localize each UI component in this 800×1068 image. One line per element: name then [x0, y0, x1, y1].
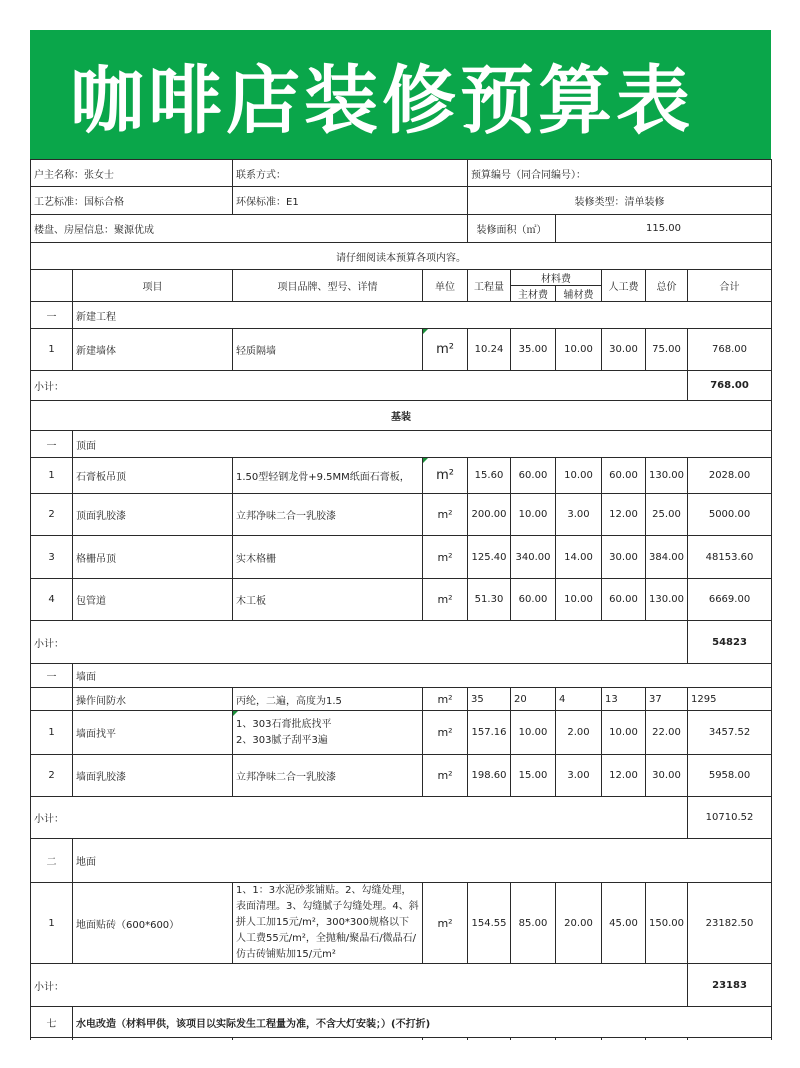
section-row [31, 302, 772, 329]
area-label-cell: 装修面积（㎡） [468, 215, 556, 243]
row-price: 130.00 [646, 458, 688, 494]
header-row-1 [31, 270, 772, 286]
row-unit: m² [423, 688, 468, 711]
row-labor: 12.00 [602, 494, 646, 536]
subtotal-value: 10710.52 [688, 797, 772, 839]
row-qty: 51.30 [468, 579, 511, 621]
row-detail-line: 2、303腻子刮平3遍 [236, 734, 328, 746]
row-main: 85.00 [511, 883, 556, 964]
table-row [31, 883, 772, 964]
row-price: 150.00 [646, 883, 688, 964]
header-total-price: 总价 [646, 270, 688, 302]
row-labor: 10.00 [602, 711, 646, 755]
row-main: 15.00 [511, 755, 556, 797]
header-sum: 合计 [688, 270, 772, 302]
row-unit: m² [423, 711, 468, 755]
header-aux: 辅材费 [556, 286, 602, 302]
header-unit: 单位 [423, 270, 468, 302]
row-price: 384.00 [646, 536, 688, 579]
row-qty: 35 [468, 688, 511, 711]
budget-table [30, 159, 772, 1068]
section-no: 二 [31, 839, 73, 883]
row-labor: 13 [602, 688, 646, 711]
row-total: 2028.00 [688, 458, 772, 494]
row-labor: 60.00 [602, 458, 646, 494]
row-price: 130.00 [646, 579, 688, 621]
section-row [31, 1007, 772, 1038]
row-no: 1 [31, 883, 73, 964]
subtotal-row [31, 371, 772, 401]
header-material: 材料费 [511, 270, 602, 286]
title-banner [30, 30, 771, 159]
table-row [31, 579, 772, 621]
notice-row [31, 243, 772, 270]
row-main: 10.00 [511, 711, 556, 755]
row-total: 768.00 [688, 329, 772, 371]
subtotal-row [31, 621, 772, 664]
row-price: 37 [646, 688, 688, 711]
table-row [31, 458, 772, 494]
row-qty: 10.24 [468, 329, 511, 371]
row-unit: m² [423, 536, 468, 579]
section-row [31, 664, 772, 688]
row-qty: 157.16 [468, 711, 511, 755]
owner-cell: 户主名称：张女士 [31, 160, 233, 187]
section-name: 地面 [73, 839, 772, 883]
row-aux: 20.00 [556, 883, 602, 964]
row-labor: 30.00 [602, 536, 646, 579]
row-name: 格栅吊顶 [73, 536, 233, 579]
row-main: 60.00 [511, 458, 556, 494]
row-qty: 198.60 [468, 755, 511, 797]
row-qty: 125.40 [468, 536, 511, 579]
row-name: 顶面乳胶漆 [73, 494, 233, 536]
row-detail: 轻质隔墙 [233, 329, 423, 371]
row-price: 30.00 [646, 755, 688, 797]
row-name: 墙面找平 [73, 711, 233, 755]
row-aux: 10.00 [556, 579, 602, 621]
info-row-1 [31, 160, 772, 187]
page-title: 咖啡店装修预算表 [70, 57, 694, 144]
table-row [31, 536, 772, 579]
row-detail: 1、1：3水泥砂浆铺贴。2、勾缝处理，表面清理。3、勾缝腻子勾缝处理。4、斜拼人工加15元/m²，300*300规格以下人工费55元/m²，全抛釉/聚晶石/微晶石/仿古砖铺贴加15/元m² [233, 883, 423, 964]
section-no: 一 [31, 302, 73, 329]
building-cell: 楼盘、房屋信息：聚源优成 [31, 215, 468, 243]
row-no: 4 [31, 579, 73, 621]
table-row [31, 711, 772, 755]
section-name: 新建工程 [73, 302, 772, 329]
section-name: 水电改造（材料甲供，该项目以实际发生工程量为准，不含大灯安装；）(不打折) [73, 1007, 772, 1038]
row-no [31, 688, 73, 711]
subtotal-row [31, 797, 772, 839]
row-main: 35.00 [511, 329, 556, 371]
row-aux: 14.00 [556, 536, 602, 579]
contact-cell: 联系方式： [233, 160, 468, 187]
row-detail: 立邦净味二合一乳胶漆 [233, 755, 423, 797]
header-main: 主材费 [511, 286, 556, 302]
row-unit: m² [423, 579, 468, 621]
row-name: 操作间防水 [73, 688, 233, 711]
row-detail: 1.50型轻钢龙骨+9.5MM纸面石膏板， [233, 458, 423, 494]
section-no: 七 [31, 1007, 73, 1038]
subtotal-row [31, 964, 772, 1007]
row-aux: 2.00 [556, 711, 602, 755]
row-name: 墙面乳胶漆 [73, 755, 233, 797]
budget-no-cell: 预算编号（同合同编号）： [468, 160, 772, 187]
subtotal-label: 小计： [31, 371, 688, 401]
row-unit: m² [423, 755, 468, 797]
row-qty: 15.60 [468, 458, 511, 494]
row-detail: 立邦净味二合一乳胶漆 [233, 494, 423, 536]
row-main: 10.00 [511, 494, 556, 536]
row-main: 20 [511, 688, 556, 711]
row-no: 2 [31, 494, 73, 536]
row-unit: m² [423, 883, 468, 964]
row-no: 2 [31, 755, 73, 797]
row-aux: 3.00 [556, 494, 602, 536]
row-total: 6669.00 [688, 579, 772, 621]
row-no: 1 [31, 329, 73, 371]
header-labor: 人工费 [602, 270, 646, 302]
notice-cell: 请仔细阅读本预算各项内容。 [31, 243, 772, 270]
table-row [31, 688, 772, 711]
subtotal-label: 小计： [31, 621, 688, 664]
row-price: 22.00 [646, 711, 688, 755]
env-cell: 环保标准：E1 [233, 187, 468, 215]
header-item: 项目 [73, 270, 233, 302]
area-value-cell: 115.00 [556, 215, 772, 243]
row-price: 25.00 [646, 494, 688, 536]
row-name: 包管道 [73, 579, 233, 621]
header-qty: 工程量 [468, 270, 511, 302]
row-name: 石膏板吊顶 [73, 458, 233, 494]
info-row-3 [31, 215, 772, 243]
row-detail-line: 1、303石膏批底找平 [236, 718, 332, 730]
row-total: 1295 [688, 688, 772, 711]
row-qty: 154.55 [468, 883, 511, 964]
row-total: 3457.52 [688, 711, 772, 755]
row-aux: 10.00 [556, 458, 602, 494]
section-name: 顶面 [73, 431, 772, 458]
header-brand: 项目品牌、型号、详情 [233, 270, 423, 302]
row-no: 3 [31, 536, 73, 579]
row-total: 5958.00 [688, 755, 772, 797]
section-name: 墙面 [73, 664, 772, 688]
row-detail: 丙纶，二遍，高度为1.5 [233, 688, 423, 711]
subtotal-label: 小计： [31, 964, 688, 1007]
subtotal-value: 23183 [688, 964, 772, 1007]
row-name: 地面贴砖（600*600） [73, 883, 233, 964]
row-detail: 木工板 [233, 579, 423, 621]
craft-cell: 工艺标准：国标合格 [31, 187, 233, 215]
type-cell: 装修类型：清单装修 [468, 187, 772, 215]
row-labor: 12.00 [602, 755, 646, 797]
row-total: 23182.50 [688, 883, 772, 964]
row-price: 75.00 [646, 329, 688, 371]
row-no: 1 [31, 711, 73, 755]
row-aux: 4 [556, 688, 602, 711]
row-unit: m² [423, 494, 468, 536]
row-total: 5000.00 [688, 494, 772, 536]
row-labor: 45.00 [602, 883, 646, 964]
row-main: 340.00 [511, 536, 556, 579]
row-aux: 3.00 [556, 755, 602, 797]
row-name: 新建墙体 [73, 329, 233, 371]
table-row [31, 329, 772, 371]
table-row [31, 494, 772, 536]
section-no: 一 [31, 431, 73, 458]
header-no [31, 270, 73, 302]
row-labor: 30.00 [602, 329, 646, 371]
row-aux: 10.00 [556, 329, 602, 371]
info-row-2 [31, 187, 772, 215]
section-header-row [31, 401, 772, 431]
row-main: 60.00 [511, 579, 556, 621]
row-detail: 实木格栅 [233, 536, 423, 579]
row-no: 1 [31, 458, 73, 494]
subtotal-label: 小计： [31, 797, 688, 839]
row-detail [233, 711, 423, 755]
base-section-title: 基装 [31, 401, 772, 431]
section-row [31, 839, 772, 883]
subtotal-value: 768.00 [688, 371, 772, 401]
page-bottom-margin [0, 1040, 800, 1068]
subtotal-value: 54823 [688, 621, 772, 664]
row-qty: 200.00 [468, 494, 511, 536]
table-row [31, 755, 772, 797]
row-labor: 60.00 [602, 579, 646, 621]
section-row [31, 431, 772, 458]
row-unit: m² [423, 329, 468, 371]
row-unit: m² [423, 458, 468, 494]
row-total: 48153.60 [688, 536, 772, 579]
section-no: 一 [31, 664, 73, 688]
